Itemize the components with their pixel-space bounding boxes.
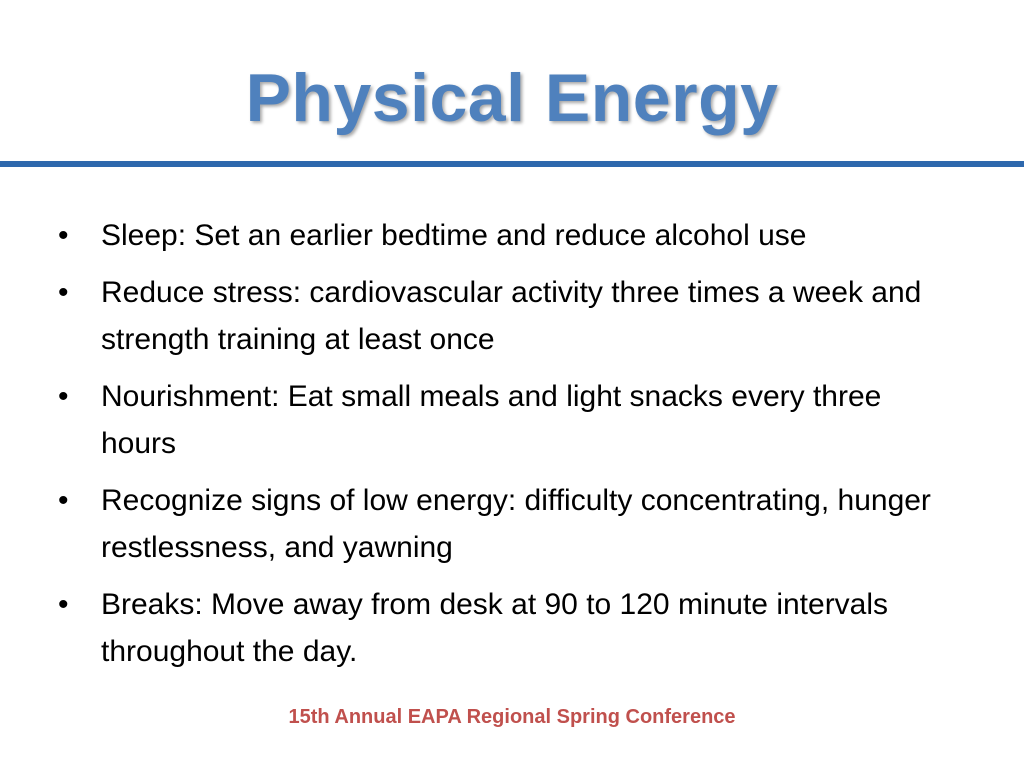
bullet-icon: • <box>58 219 69 252</box>
bullet-icon: • <box>58 276 69 309</box>
bullet-text: Sleep: Set an earlier bedtime and reduce alcohol use <box>101 219 807 252</box>
title-divider <box>0 161 1024 167</box>
bullet-text: Breaks: Move away from desk at 90 to 120 minute intervals throughout the day. <box>101 588 889 668</box>
bullet-icon: • <box>58 484 69 517</box>
bullet-list <box>58 212 958 685</box>
bullet-item-breaks <box>58 581 958 675</box>
conference-footer: 15th Annual EAPA Regional Spring Conference <box>288 706 736 728</box>
bullet-text: Reduce stress: cardiovascular activity three times a week and strength training at least once <box>101 276 922 356</box>
bullet-item-nourishment <box>58 373 958 467</box>
bullet-text: Nourishment: Eat small meals and light snacks every three hours <box>101 380 882 460</box>
bullet-item-reduce-stress <box>58 269 958 363</box>
bullet-icon: • <box>58 588 69 621</box>
bullet-item-sleep <box>58 212 958 259</box>
bullet-icon: • <box>58 380 69 413</box>
bullet-text: Recognize signs of low energy: difficulty concentrating, hunger restlessness, and yawning <box>101 484 931 564</box>
slide-title: Physical Energy <box>245 60 779 136</box>
bullet-item-low-energy-signs <box>58 477 958 571</box>
